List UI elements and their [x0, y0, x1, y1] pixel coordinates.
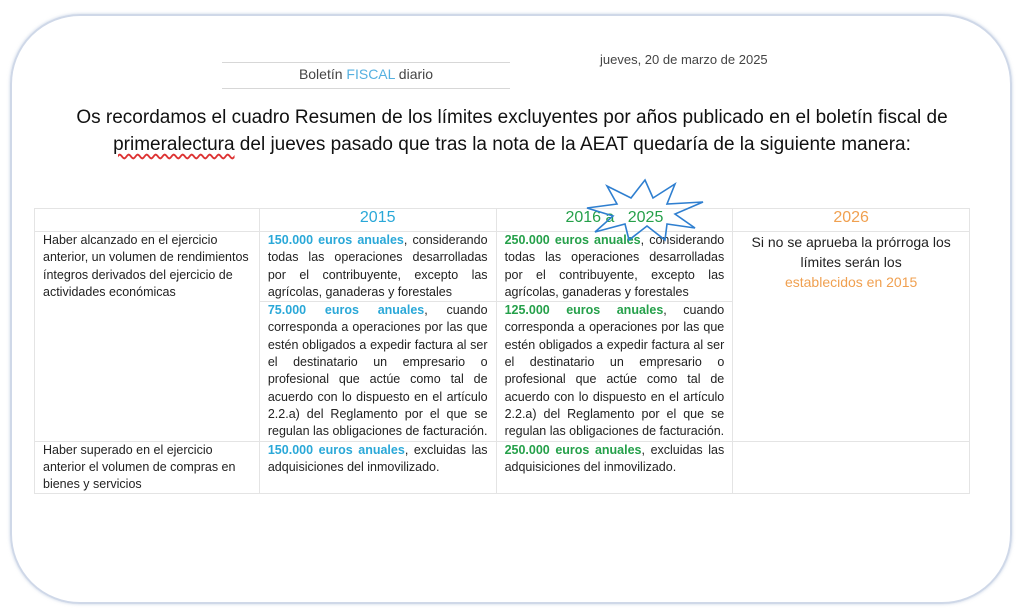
table-row [35, 232, 970, 302]
cell-2015-purchases [259, 441, 496, 494]
text-2015-purchases: , excluidas las adquisiciones del inmovilizado. [267, 442, 488, 474]
criterion-purchases: Haber superado en el ejercicio anterior el volumen de compras en bienes y servicios [35, 441, 260, 494]
bulletin-prefix: Boletín [298, 66, 347, 82]
table-header-row [35, 209, 970, 232]
header-2026: 2026 [733, 209, 970, 232]
note-2026-highlight: establecidos en 2015 [784, 274, 918, 290]
text-2016-general: , considerando todas las operaciones desarrolladas por el contribuyente, excepto las agrícolas, ganaderas y forestales [504, 233, 725, 299]
amount-2016-purchases: 250.000 euros anuales [504, 442, 642, 457]
amount-2015-invoice: 75.000 euros anuales [267, 303, 425, 318]
cell-2016-general [496, 232, 733, 302]
bulletin-date: jueves, 20 de marzo de 2025 [600, 52, 768, 67]
text-2015-invoice: , cuando corresponda a operaciones por las que estén obligados a expedir factura al ser el destinatario un empresario o profesional que actúe como tal de acuerdo con lo dispuesto en el artículo 2.2.a) del Reglamento por el que se regulan las obligaciones de facturación. [267, 303, 488, 439]
header-empty-cell [35, 209, 260, 232]
header-2016-prefix: 2016 a [565, 209, 615, 226]
amount-2016-invoice: 125.000 euros anuales [504, 303, 664, 318]
intro-spellcheck-word: primeralectura [113, 134, 235, 155]
intro-paragraph [40, 104, 984, 158]
bulletin-suffix: diario [394, 66, 434, 82]
intro-part2: del jueves pasado que tras la nota de la AEAT quedaría de la siguiente manera: [234, 134, 911, 155]
header-2015: 2015 [259, 209, 496, 232]
cell-2016-purchases [496, 441, 733, 494]
header-2025-star-label: 2025 [627, 209, 664, 226]
amount-2015-purchases: 150.000 euros anuales [267, 442, 405, 457]
starburst-icon [583, 178, 707, 242]
criterion-income [35, 232, 260, 442]
amount-2015-general: 150.000 euros anuales [267, 233, 404, 247]
cell-2026-note [733, 232, 970, 442]
cell-2026-empty [733, 441, 970, 494]
header-bottom-rule [222, 88, 510, 89]
cell-2015-invoice [259, 302, 496, 441]
bulletin-fiscal: FISCAL [346, 66, 395, 82]
text-2016-purchases: , excluidas las adquisiciones del inmovilizado. [504, 442, 725, 474]
note-2026-text: Si no se aprueba la prórroga los límites serán los [751, 234, 951, 270]
criterion-income-text: Haber alcanzado en el ejercicio anterior, un volumen de rendimientos íntegros derivados del ejercicio de actividades económicas [43, 233, 249, 299]
header-top-rule [222, 62, 510, 63]
intro-part1: Os recordamos el cuadro Resumen de los límites excluyentes por años publicado en el boletín fiscal de [76, 107, 948, 128]
bulletin-title [222, 66, 510, 82]
text-2016-invoice: , cuando corresponda a operaciones por las que estén obligados a expedir factura al ser el destinatario un empresario o profesional que actúe como tal de acuerdo con lo dispuesto en el artículo 2.2.a) del Reglamento por el que se regulan las obligaciones de facturación. [504, 303, 725, 439]
cell-2016-invoice [496, 302, 733, 441]
amount-2016-general: 250.000 euros anuales [504, 233, 641, 247]
limits-table [34, 208, 970, 494]
text-2015-general: , considerando todas las operaciones desarrolladas por el contribuyente, excepto las agrícolas, ganaderas y forestales [267, 233, 488, 299]
table-row [35, 441, 970, 494]
cell-2015-general [259, 232, 496, 302]
